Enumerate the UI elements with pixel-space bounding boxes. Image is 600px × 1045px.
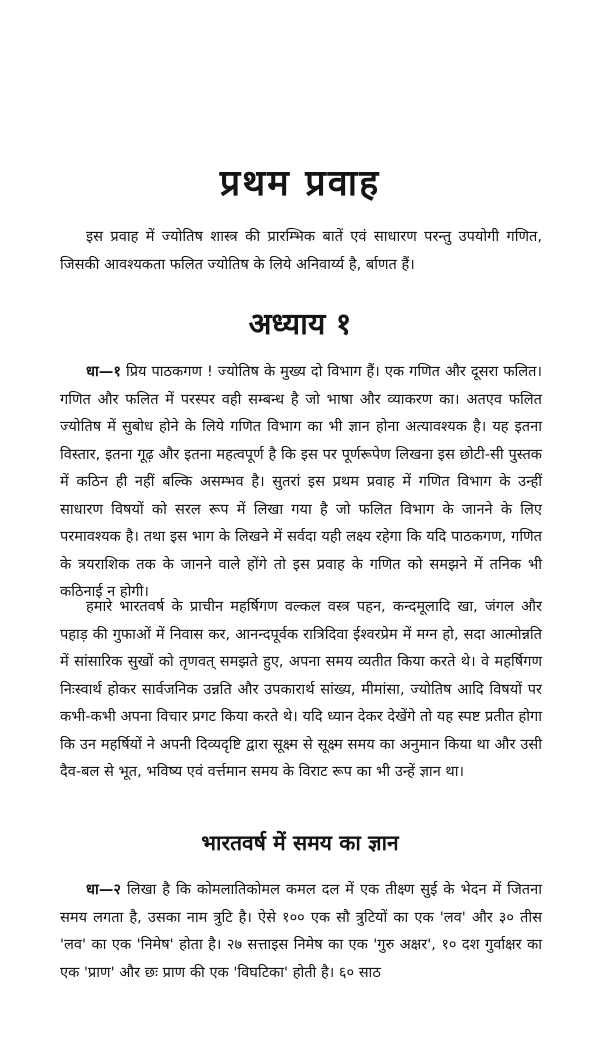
section-heading: भारतवर्ष में समय का ज्ञान (201, 831, 399, 855)
paragraph-3 (60, 876, 542, 986)
paragraph-1 (60, 358, 542, 606)
paragraph-2: हमारे भारतवर्ष के प्राचीन महर्षिगण वल्कल वस्त्र पहन, कन्दमूलादि खा, जंगल और पहाड़ की गुफाओं में निवास कर, आनन्दपूर्वक रात्रिदिवा ईश्वरप्रेम में मग्न हो, सदा आत्मोन्नति में सांसारिक सुखों को तृणवत् समझते हुए, अपना समय व्यतीत किया करते थे। वे महर्षिगण निःस्वार्थ होकर सार्वजनिक उन्नति और उपकारार्थ सांख्य, मीमांसा, ज्योतिष आदि विषयों पर कभी-कभी अपना विचार प्रगट किया करते थे। यदि ध्यान देकर देखेंगे तो यह स्पष्ट प्रतीत होगा कि उन महर्षियों ने अपनी दिव्यदृष्टि द्वारा सूक्ष्म से सूक्ष्म समय का अनुमान किया था और उसी दैव-बल से भूत, भविष्य एवं वर्त्तमान समय के विराट रूप का भी उन्हें ज्ञान था। (60, 598, 542, 780)
paragraph-3-marker: धा—२ (86, 881, 121, 898)
paragraph-1-marker: धा—१ (86, 363, 121, 380)
intro-paragraph: इस प्रवाह में ज्योतिष शास्त्र की प्रारम्भिक बातें एवं साधारण परन्तु उपयोगी गणित, जिसकी आवश्यकता फलित ज्योतिष के लिये अनिवार्य्य है, र्बाणत हैं। (60, 228, 542, 273)
paragraph-1-text: प्रिय पाठकगण ! ज्योतिष के मुख्य दो विभाग हैं। एक गणित और दूसरा फलित। गणित और फलित में परस्पर वही सम्बन्ध है जो भाषा और व्याकरण का। अतएव फलित ज्योतिष में सुबोध होने के लिये गणित विभाग का भी ज्ञान होना अत्यावश्यक है। यह इतना विस्तार, इतना गूढ़ और इतना महत्वपूर्ण है कि इस पर पूर्णरूपेण लिखना इस छोटी-सी पुस्तक में कठिन ही नहीं बल्कि असम्भव है। सुतरां इस प्रथम प्रवाह में गणित विभाग के उन्हीं साधारण विषयों को सरल रूप में लिखा गया है जो फलित विभाग के जानने के लिए परमावश्यक है। तथा इस भाग के लिखने में सर्वदा यही लक्ष्य रहेगा कि यदि पाठकगण, गणित के त्रयराशिक तक के जानने वाले होंगे तो इस प्रवाह के गणित को समझने में तनिक भी कठिनाई न होगी। (60, 363, 542, 600)
page-heading: प्रथम प्रवाह (219, 163, 381, 204)
paragraph-3-text: लिखा है कि कोमलातिकोमल कमल दल में एक तीक्ष्ण सुई के भेदन में जितना समय लगता है, उसका नाम त्रुटि है। ऐसे १०० एक सौ त्रुटियों का एक 'लव' और ३० तीस 'लव' का एक 'निमेष' होता है। २७ सत्ताइस निमेष का एक 'गुरु अक्षर', १० दश गुर्वाक्षर का एक 'प्राण' और छः प्राण की एक 'विघटिका' होती है। ६० साठ (60, 881, 542, 981)
chapter-title: अध्याय १ (248, 307, 352, 342)
